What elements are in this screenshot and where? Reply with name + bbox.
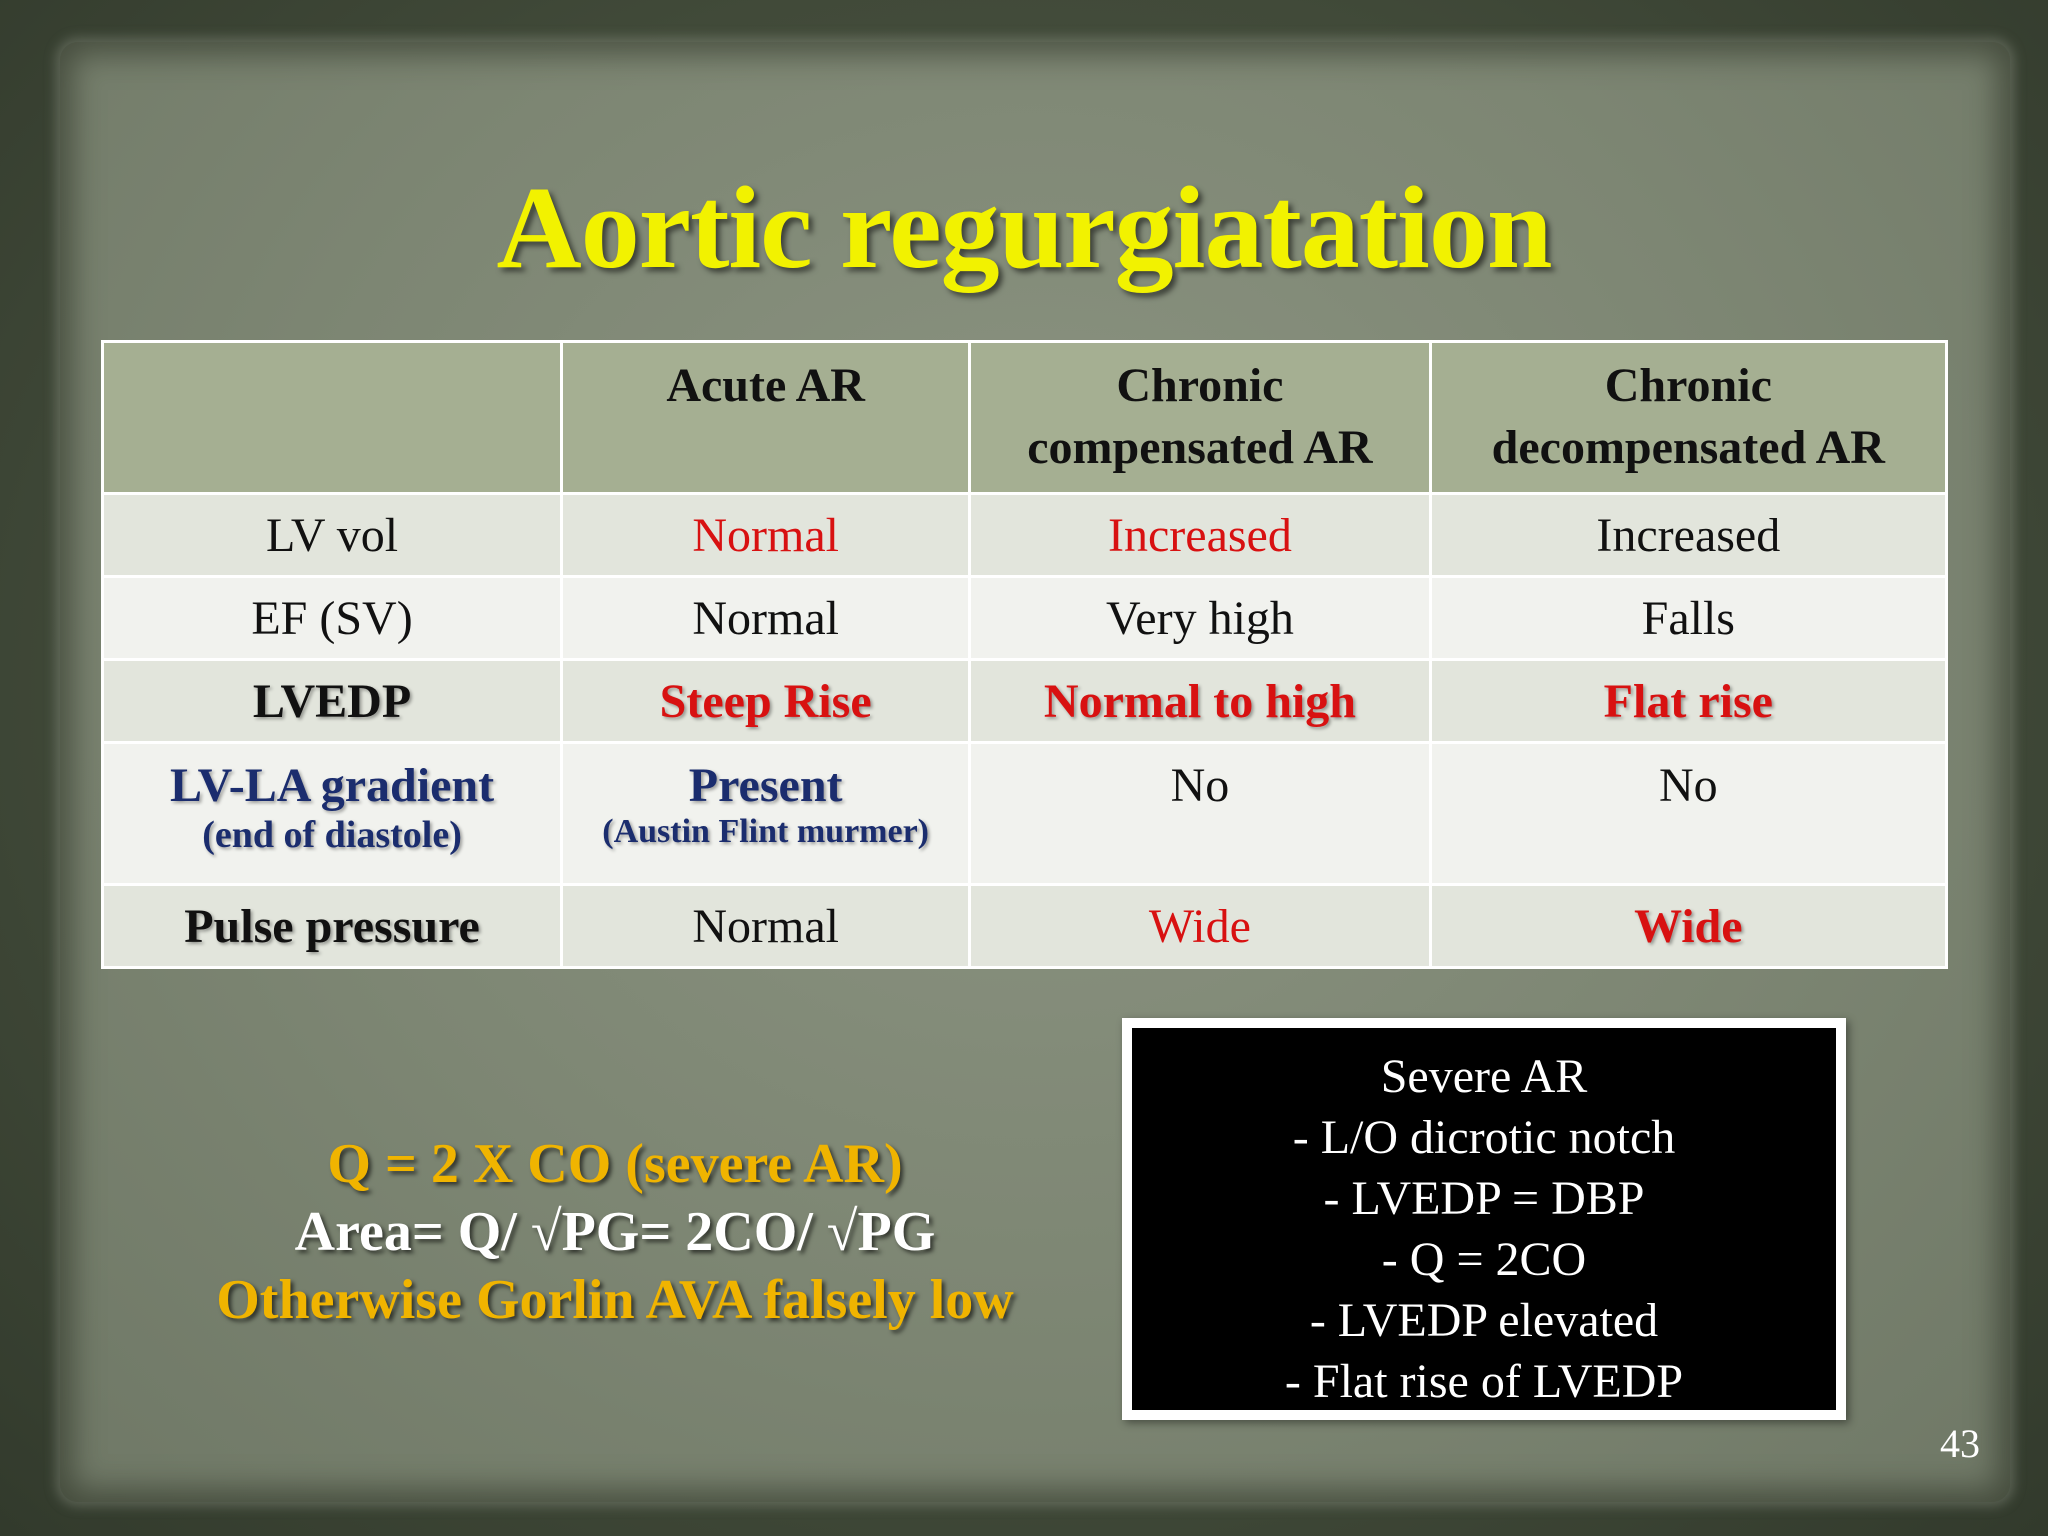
header-chronic-compensated-line2: compensated AR <box>1027 421 1373 474</box>
cell-acute-lv-vol: Normal <box>562 494 970 577</box>
severe-ar-note-box <box>1122 1018 1846 1420</box>
cell-acute-lvedp: Steep Rise <box>562 660 970 743</box>
cell-decompensated-lvedp: Flat rise <box>1430 660 1946 743</box>
comparison-table <box>101 340 1948 969</box>
row-label-ef: EF (SV) <box>103 577 562 660</box>
table-row <box>103 885 1947 968</box>
cell-compensated-pulse-pressure: Wide <box>970 885 1430 968</box>
cell-compensated-gradient: No <box>970 743 1430 885</box>
cell-decompensated-pulse-pressure: Wide <box>1430 885 1946 968</box>
cell-decompensated-lv-vol: Increased <box>1430 494 1946 577</box>
header-chronic-decompensated <box>1430 342 1946 494</box>
cell-acute-gradient-main: Present <box>688 759 843 812</box>
row-label-lv-la-gradient-sub: (end of diastole) <box>202 814 462 856</box>
header-empty-cell <box>103 342 562 494</box>
note-line: Severe AR <box>1380 1050 1588 1103</box>
note-line: - Flat rise of LVEDP <box>1284 1355 1684 1408</box>
table-row <box>103 660 1947 743</box>
row-label-lv-vol: LV vol <box>103 494 562 577</box>
cell-decompensated-ef: Falls <box>1430 577 1946 660</box>
slide-title: Aortic regurgiatation <box>496 162 1552 293</box>
severe-ar-note-content <box>1132 1028 1836 1410</box>
header-chronic-decompensated-line1: Chronic <box>1604 359 1772 412</box>
page-number: 43 <box>1940 1421 1980 1466</box>
cell-acute-pulse-pressure: Normal <box>562 885 970 968</box>
cell-acute-gradient-sub: (Austin Flint murmer) <box>602 813 930 850</box>
formula-line-1: Q = 2 X CO (severe AR) <box>327 1133 903 1195</box>
formula-block <box>150 1130 1080 1334</box>
cell-compensated-lv-vol: Increased <box>970 494 1430 577</box>
note-line: - LVEDP = DBP <box>1323 1172 1645 1225</box>
formula-line-3: Otherwise Gorlin AVA falsely low <box>216 1269 1014 1331</box>
row-label-lv-la-gradient-main: LV-LA gradient <box>170 759 495 812</box>
header-chronic-compensated <box>970 342 1430 494</box>
cell-acute-ef: Normal <box>562 577 970 660</box>
cell-decompensated-gradient: No <box>1430 743 1946 885</box>
header-chronic-decompensated-line2: decompensated AR <box>1491 421 1885 474</box>
row-label-pulse-pressure: Pulse pressure <box>103 885 562 968</box>
note-line: - L/O dicrotic notch <box>1292 1111 1676 1164</box>
header-acute-ar: Acute AR <box>562 342 970 494</box>
table-header-row <box>103 342 1947 494</box>
cell-acute-gradient <box>562 743 970 885</box>
row-label-lv-la-gradient <box>103 743 562 885</box>
cell-compensated-ef: Very high <box>970 577 1430 660</box>
formula-line-2: Area= Q/ √PG= 2CO/ √PG <box>294 1201 936 1263</box>
table-row <box>103 494 1947 577</box>
table-row <box>103 743 1947 885</box>
header-chronic-compensated-line1: Chronic <box>1116 359 1284 412</box>
cell-compensated-lvedp: Normal to high <box>970 660 1430 743</box>
note-line: - Q = 2CO <box>1381 1233 1587 1286</box>
table-row <box>103 577 1947 660</box>
note-line: - LVEDP elevated <box>1309 1294 1659 1347</box>
row-label-lvedp: LVEDP <box>103 660 562 743</box>
